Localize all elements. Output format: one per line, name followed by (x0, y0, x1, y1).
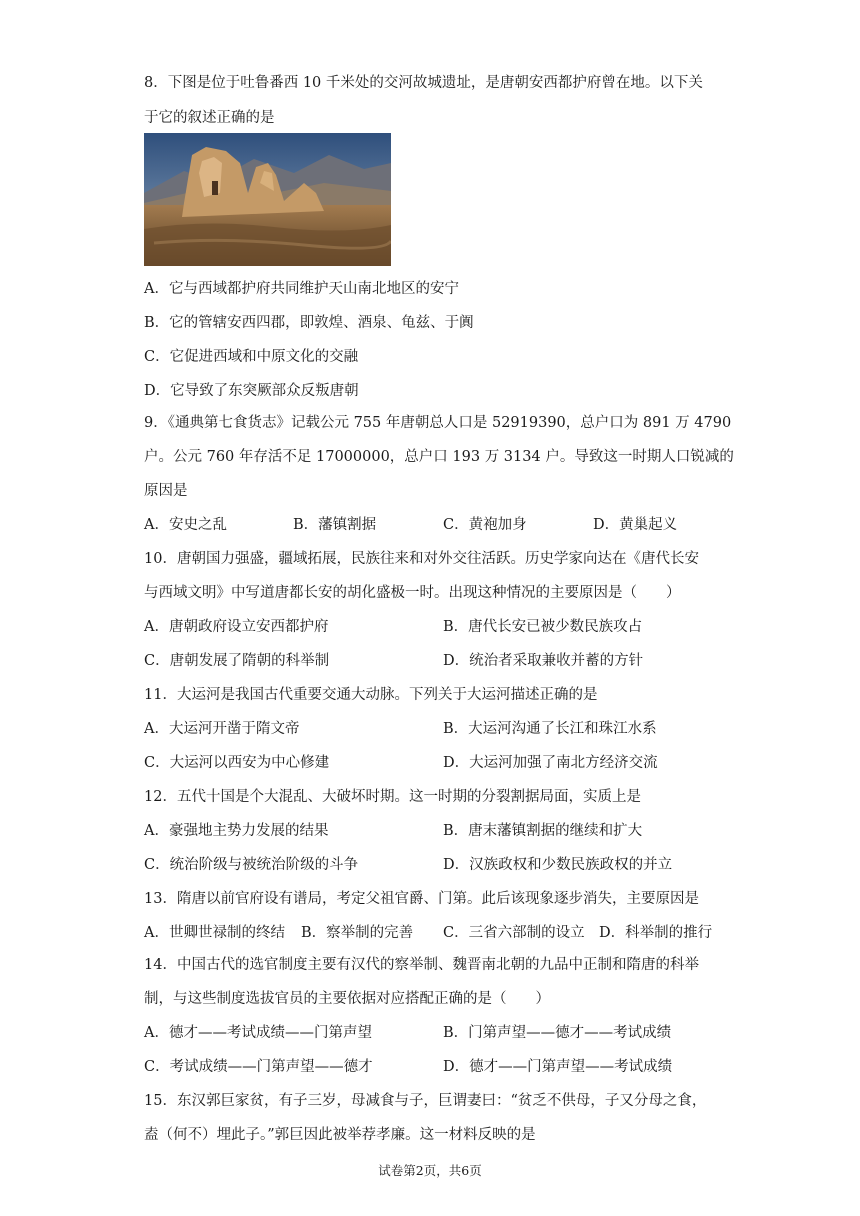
jiaohe-ruins-photo (144, 133, 391, 266)
q10-stem: 10．唐朝国力强盛，疆域拓展，民族往来和对外交往活跃。历史学家向达在《唐代长安 (144, 551, 699, 567)
q13-option-a: A．世卿世禄制的终结 (144, 925, 285, 941)
q14-option-c: C．考试成绩——门第声望——德才 (144, 1059, 373, 1075)
q10-option-a: A．唐朝政府设立安西都护府 (144, 619, 329, 635)
q8-stem-cont: 于它的叙述正确的是 (144, 110, 275, 126)
q8-option-a: A．它与西域都护府共同维护天山南北地区的安宁 (144, 281, 459, 297)
q13-option-b: B．察举制的完善 (301, 925, 414, 941)
q11-option-c: C．大运河以西安为中心修建 (144, 755, 330, 771)
q8-option-c: C．它促进西域和中原文化的交融 (144, 349, 359, 365)
q9-stem-cont-2: 原因是 (144, 483, 188, 499)
q13-stem: 13．隋唐以前官府设有谱局，考定父祖官爵、门第。此后该现象逐步消失，主要原因是 (144, 891, 699, 907)
q12-option-b: B．唐末藩镇割据的继续和扩大 (443, 823, 643, 839)
q9-stem: 9．《通典第七食货志》记载公元 755 年唐朝总人口是 52919390，总户口为 891 万 4790 (144, 415, 732, 431)
q11-option-d: D．大运河加强了南北方经济交流 (443, 755, 658, 771)
q14-stem: 14．中国古代的选官制度主要有汉代的察举制、魏晋南北朝的九品中正制和隋唐的科举 (144, 957, 699, 973)
q14-option-d: D．德才——门第声望——考试成绩 (443, 1059, 673, 1075)
q11-stem: 11．大运河是我国古代重要交通大动脉。下列关于大运河描述正确的是 (144, 687, 598, 703)
q15-stem-cont: 盍（何不）埋此子。”郭巨因此被举荐孝廉。这一材料反映的是 (144, 1127, 536, 1143)
q10-option-c: C．唐朝发展了隋朝的科举制 (144, 653, 330, 669)
q11-option-a: A．大运河开凿于隋文帝 (144, 721, 300, 737)
q9-option-d: D．黄巢起义 (593, 517, 678, 533)
q13-option-c: C．三省六部制的设立 (443, 925, 585, 941)
q9-option-b: B．藩镇割据 (293, 517, 377, 533)
q9-option-a: A．安史之乱 (144, 517, 227, 533)
q15-stem: 15．东汉郭巨家贫，有子三岁，母减食与子，巨谓妻曰：“贫乏不供母，子又分母之食， (144, 1093, 707, 1109)
q12-stem: 12．五代十国是个大混乱、大破坏时期。这一时期的分裂割据局面，实质上是 (144, 789, 641, 805)
q14-option-b: B．门第声望——德才——考试成绩 (443, 1025, 672, 1041)
q13-option-d: D．科举制的推行 (599, 925, 713, 941)
q10-option-b: B．唐代长安已被少数民族攻占 (443, 619, 643, 635)
q14-option-a: A．德才——考试成绩——门第声望 (144, 1025, 372, 1041)
q8-option-d: D．它导致了东突厥部众反叛唐朝 (144, 383, 359, 399)
q11-option-b: B．大运河沟通了长江和珠江水系 (443, 721, 657, 737)
q10-stem-cont: 与西域文明》中写道唐都长安的胡化盛极一时。出现这种情况的主要原因是（ ） (144, 585, 681, 601)
q12-option-d: D．汉族政权和少数民族政权的并立 (443, 857, 673, 873)
q14-stem-cont: 制，与这些制度选拔官员的主要依据对应搭配正确的是（ ） (144, 991, 550, 1007)
q12-option-c: C．统治阶级与被统治阶级的斗争 (144, 857, 359, 873)
page-footer: 试卷第2页，共6页 (378, 1163, 482, 1178)
q9-option-c: C．黄袍加身 (443, 517, 527, 533)
q8-option-b: B．它的管辖安西四郡，即敦煌、酒泉、龟兹、于阗 (144, 315, 474, 331)
q9-stem-cont-1: 户。公元 760 年存活不足 17000000，总户口 193 万 3134 户。导致这一时期人口锐减的 (144, 449, 734, 465)
q12-option-a: A．豪强地主势力发展的结果 (144, 823, 329, 839)
q8-stem: 8．下图是位于吐鲁番西 10 千米处的交河故城遗址，是唐朝安西都护府曾在地。以下关 (144, 75, 703, 91)
q10-option-d: D．统治者采取兼收并蓄的方针 (443, 653, 644, 669)
